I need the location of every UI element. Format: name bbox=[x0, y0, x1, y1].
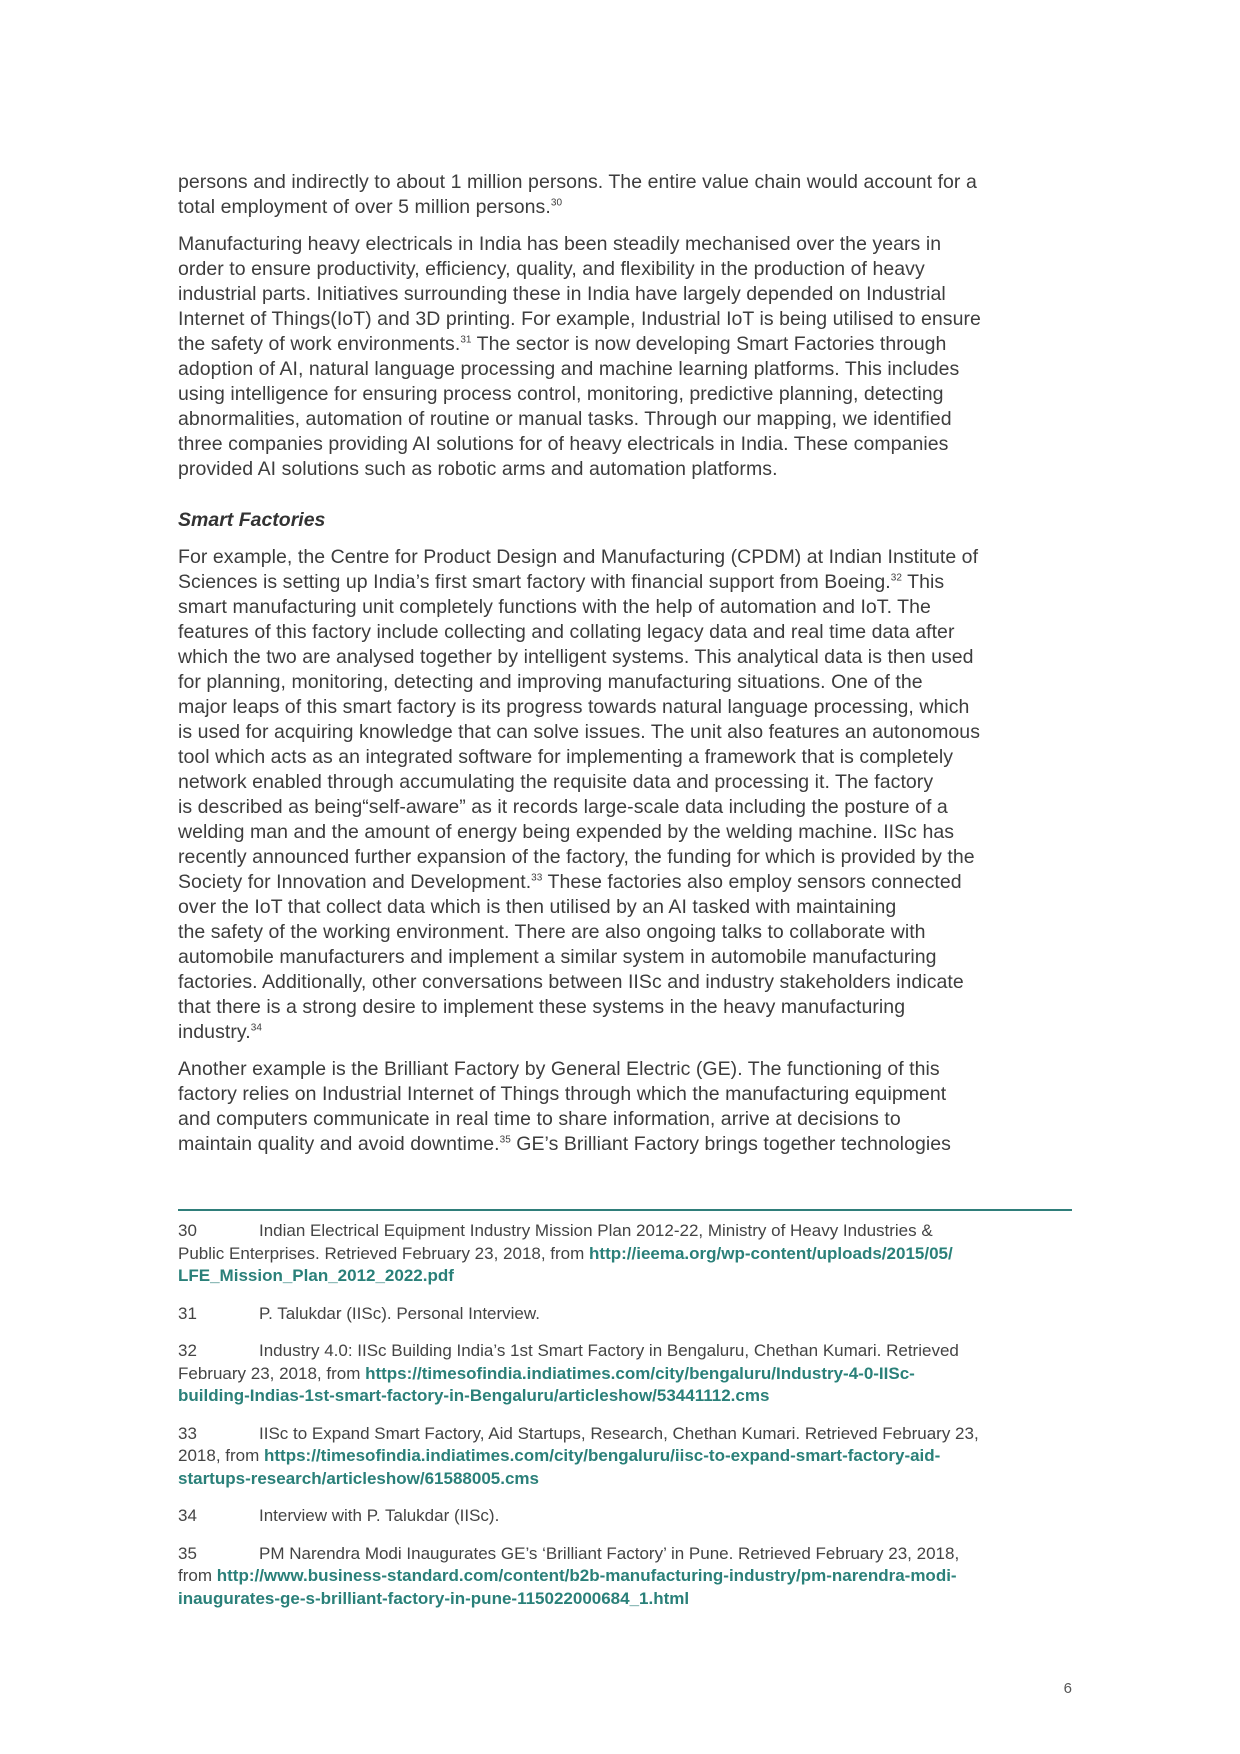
text-line: maintain quality and avoid downtime.$^{35}$ GE’s Brilliant Factory brings together technologies bbox=[178, 1133, 951, 1155]
footnote-34: 34 Interview with P. Talukdar (IISc). bbox=[178, 1505, 1072, 1528]
text-line: is described as being“self-aware” as it records large-scale data including the posture of a bbox=[178, 796, 948, 818]
text-line: recently announced further expansion of the factory, the funding for which is provided by the bbox=[178, 846, 975, 868]
paragraph-1 bbox=[178, 170, 1072, 220]
text-line: and computers communicate in real time to share information, arrive at decisions to bbox=[178, 1108, 901, 1130]
text-line: provided AI solutions such as robotic arms and automation platforms. bbox=[178, 458, 778, 480]
footnote-link[interactable]: startups-research/articleshow/61588005.cms bbox=[178, 1468, 539, 1488]
footnote-link[interactable]: https://timesofindia.indiatimes.com/city/bengaluru/iisc-to-expand-smart-factory-aid- bbox=[264, 1446, 941, 1465]
text-line: factory relies on Industrial Internet of Things through which the manufacturing equipment bbox=[178, 1083, 947, 1105]
text-line: is used for acquiring knowledge that can solve issues. The unit also features an autonomous bbox=[178, 721, 981, 743]
footnote-ref[interactable]: 30 bbox=[550, 197, 563, 209]
text-line: Society for Innovation and Development.$^{33}$ These factories also employ sensors connected bbox=[178, 871, 962, 893]
text-line: the safety of work environments.$^{31}$ The sector is now developing Smart Factories through bbox=[178, 333, 947, 355]
footnotes bbox=[178, 1220, 1072, 1625]
paragraph-4 bbox=[178, 1057, 1072, 1157]
text-line: Another example is the Brilliant Factory by General Electric (GE). The functioning of this bbox=[178, 1058, 940, 1080]
footnote-number: 31 bbox=[178, 1303, 197, 1323]
footnote-32: 32 Industry 4.0: IISc Building India’s 1st Smart Factory in Bengaluru, Chethan Kumari. Retrieved February 23, 2018, from https://timesofindia.indiatimes.com/city/bengaluru/Industry-4-0-IISc- building-Indias-1st-smart-factory-in-Bengaluru/articleshow/53441112.cms bbox=[178, 1340, 1072, 1408]
text-line: total employment of over 5 million persons.$^{30}$ bbox=[178, 196, 563, 218]
text-line: industry.$^{34}$ bbox=[178, 1021, 262, 1043]
text-line: Internet of Things(IoT) and 3D printing. For example, Industrial IoT is being utilised to ensure bbox=[178, 308, 981, 330]
text-line: which the two are analysed together by intelligent systems. This analytical data is then used bbox=[178, 646, 974, 668]
footnote-ref[interactable]: 33 bbox=[531, 872, 543, 884]
text-line: Sciences is setting up India’s first smart factory with financial support from Boeing.$^{32}$ This bbox=[178, 571, 945, 593]
footnote-number: 32 bbox=[178, 1341, 197, 1360]
text-line: Manufacturing heavy electricals in India has been steadily mechanised over the years in bbox=[178, 233, 942, 255]
text-line: abnormalities, automation of routine or manual tasks. Through our mapping, we identified bbox=[178, 408, 952, 430]
text-line: order to ensure productivity, efficiency, quality, and flexibility in the production of heavy bbox=[178, 258, 925, 280]
paragraph-2 bbox=[178, 232, 1072, 482]
text-line: three companies providing AI solutions for of heavy electricals in India. These companies bbox=[178, 433, 949, 455]
footnote-31: 31 P. Talukdar (IISc). Personal Interview. bbox=[178, 1303, 1072, 1326]
footnote-33: 33 IISc to Expand Smart Factory, Aid Startups, Research, Chethan Kumari. Retrieved February 23, 2018, from https://timesofindia.indiatimes.com/city/bengaluru/iisc-to-expand-smart-factory-aid- startups-research/articleshow/61588005.cms bbox=[178, 1423, 1072, 1491]
text-line: over the IoT that collect data which is then utilised by an AI tasked with maintaining bbox=[178, 896, 897, 918]
footnote-divider bbox=[178, 1209, 1072, 1211]
footnote-link[interactable]: http://ieema.org/wp-content/uploads/2015/05/ bbox=[589, 1243, 953, 1263]
footnote-link[interactable]: building-Indias-1st-smart-factory-in-Bengaluru/articleshow/53441112.cms bbox=[178, 1386, 770, 1405]
text-line: smart manufacturing unit completely functions with the help of automation and IoT. The bbox=[178, 596, 931, 618]
text-line: industrial parts. Initiatives surrounding these in India have largely depended on Industrial bbox=[178, 283, 946, 305]
text-line: For example, the Centre for Product Design and Manufacturing (CPDM) at Indian Institute of bbox=[178, 546, 979, 568]
text-line: for planning, monitoring, detecting and improving manufacturing situations. One of the bbox=[178, 671, 923, 693]
footnote-ref[interactable]: 32 bbox=[890, 572, 902, 584]
footnote-ref[interactable]: 34 bbox=[250, 1022, 262, 1034]
footnote-ref[interactable]: 35 bbox=[499, 1134, 511, 1146]
section-heading: Smart Factories bbox=[178, 509, 326, 531]
text-line: network enabled through accumulating the requisite data and processing it. The factory bbox=[178, 771, 934, 793]
text-line: the safety of the working environment. There are also ongoing talks to collaborate with bbox=[178, 921, 926, 943]
text-line: using intelligence for ensuring process control, monitoring, predictive planning, detecting bbox=[178, 383, 944, 405]
footnote-number: 35 bbox=[178, 1543, 197, 1563]
footnote-link[interactable]: LFE_Mission_Plan_2012_2022.pdf bbox=[178, 1266, 454, 1285]
text-line: persons and indirectly to about 1 million persons. The entire value chain would account for a bbox=[178, 171, 977, 193]
footnote-ref[interactable]: 31 bbox=[460, 334, 472, 346]
footnote-link[interactable]: https://timesofindia.indiatimes.com/city/bengaluru/Industry-4-0-IISc- bbox=[365, 1363, 915, 1383]
footnote-30: 30 Indian Electrical Equipment Industry Mission Plan 2012-22, Ministry of Heavy Industries & Public Enterprises. Retrieved February 23, 2018, from http://ieema.org/wp-content/uploads/2015/05/ LFE_Mission_Plan_2012_2022.pdf bbox=[178, 1220, 1072, 1288]
text-line: that there is a strong desire to implement these systems in the heavy manufacturing bbox=[178, 996, 906, 1018]
text-line: welding man and the amount of energy being expended by the welding machine. IISc has bbox=[178, 821, 955, 843]
footnote-35: 35 PM Narendra Modi Inaugurates GE’s ‘Brilliant Factory’ in Pune. Retrieved February 23, 2018, from http://www.business-standard.com/content/b2b-manufacturing-industry/pm-narendra-modi- inaugurates-ge-s-brilliant-factory-in-pune-115022000684_1.html bbox=[178, 1543, 1072, 1611]
text-line: major leaps of this smart factory is its progress towards natural language processing, which bbox=[178, 696, 970, 718]
text-line: features of this factory include collecting and collating legacy data and real time data after bbox=[178, 621, 955, 643]
page-number: 6 bbox=[1063, 1680, 1072, 1697]
footnote-number: 34 bbox=[178, 1506, 197, 1525]
footnote-number: 30 bbox=[178, 1221, 197, 1240]
paragraph-3 bbox=[178, 545, 1072, 1045]
text-line: tool which acts as an integrated software for implementing a framework that is completely bbox=[178, 746, 954, 768]
text-line: factories. Additionally, other conversations between IISc and industry stakeholders indicate bbox=[178, 971, 964, 993]
text-line: adoption of AI, natural language processing and machine learning platforms. This includes bbox=[178, 358, 960, 380]
footnote-link[interactable]: http://www.business-standard.com/content/b2b-manufacturing-industry/pm-narendra-modi- bbox=[216, 1566, 957, 1585]
main-text bbox=[178, 170, 1072, 1169]
footnote-number: 33 bbox=[178, 1423, 197, 1443]
footnote-link[interactable]: inaugurates-ge-s-brilliant-factory-in-pune-115022000684_1.html bbox=[178, 1588, 690, 1608]
text-line: automobile manufacturers and implement a similar system in automobile manufacturing bbox=[178, 946, 937, 968]
